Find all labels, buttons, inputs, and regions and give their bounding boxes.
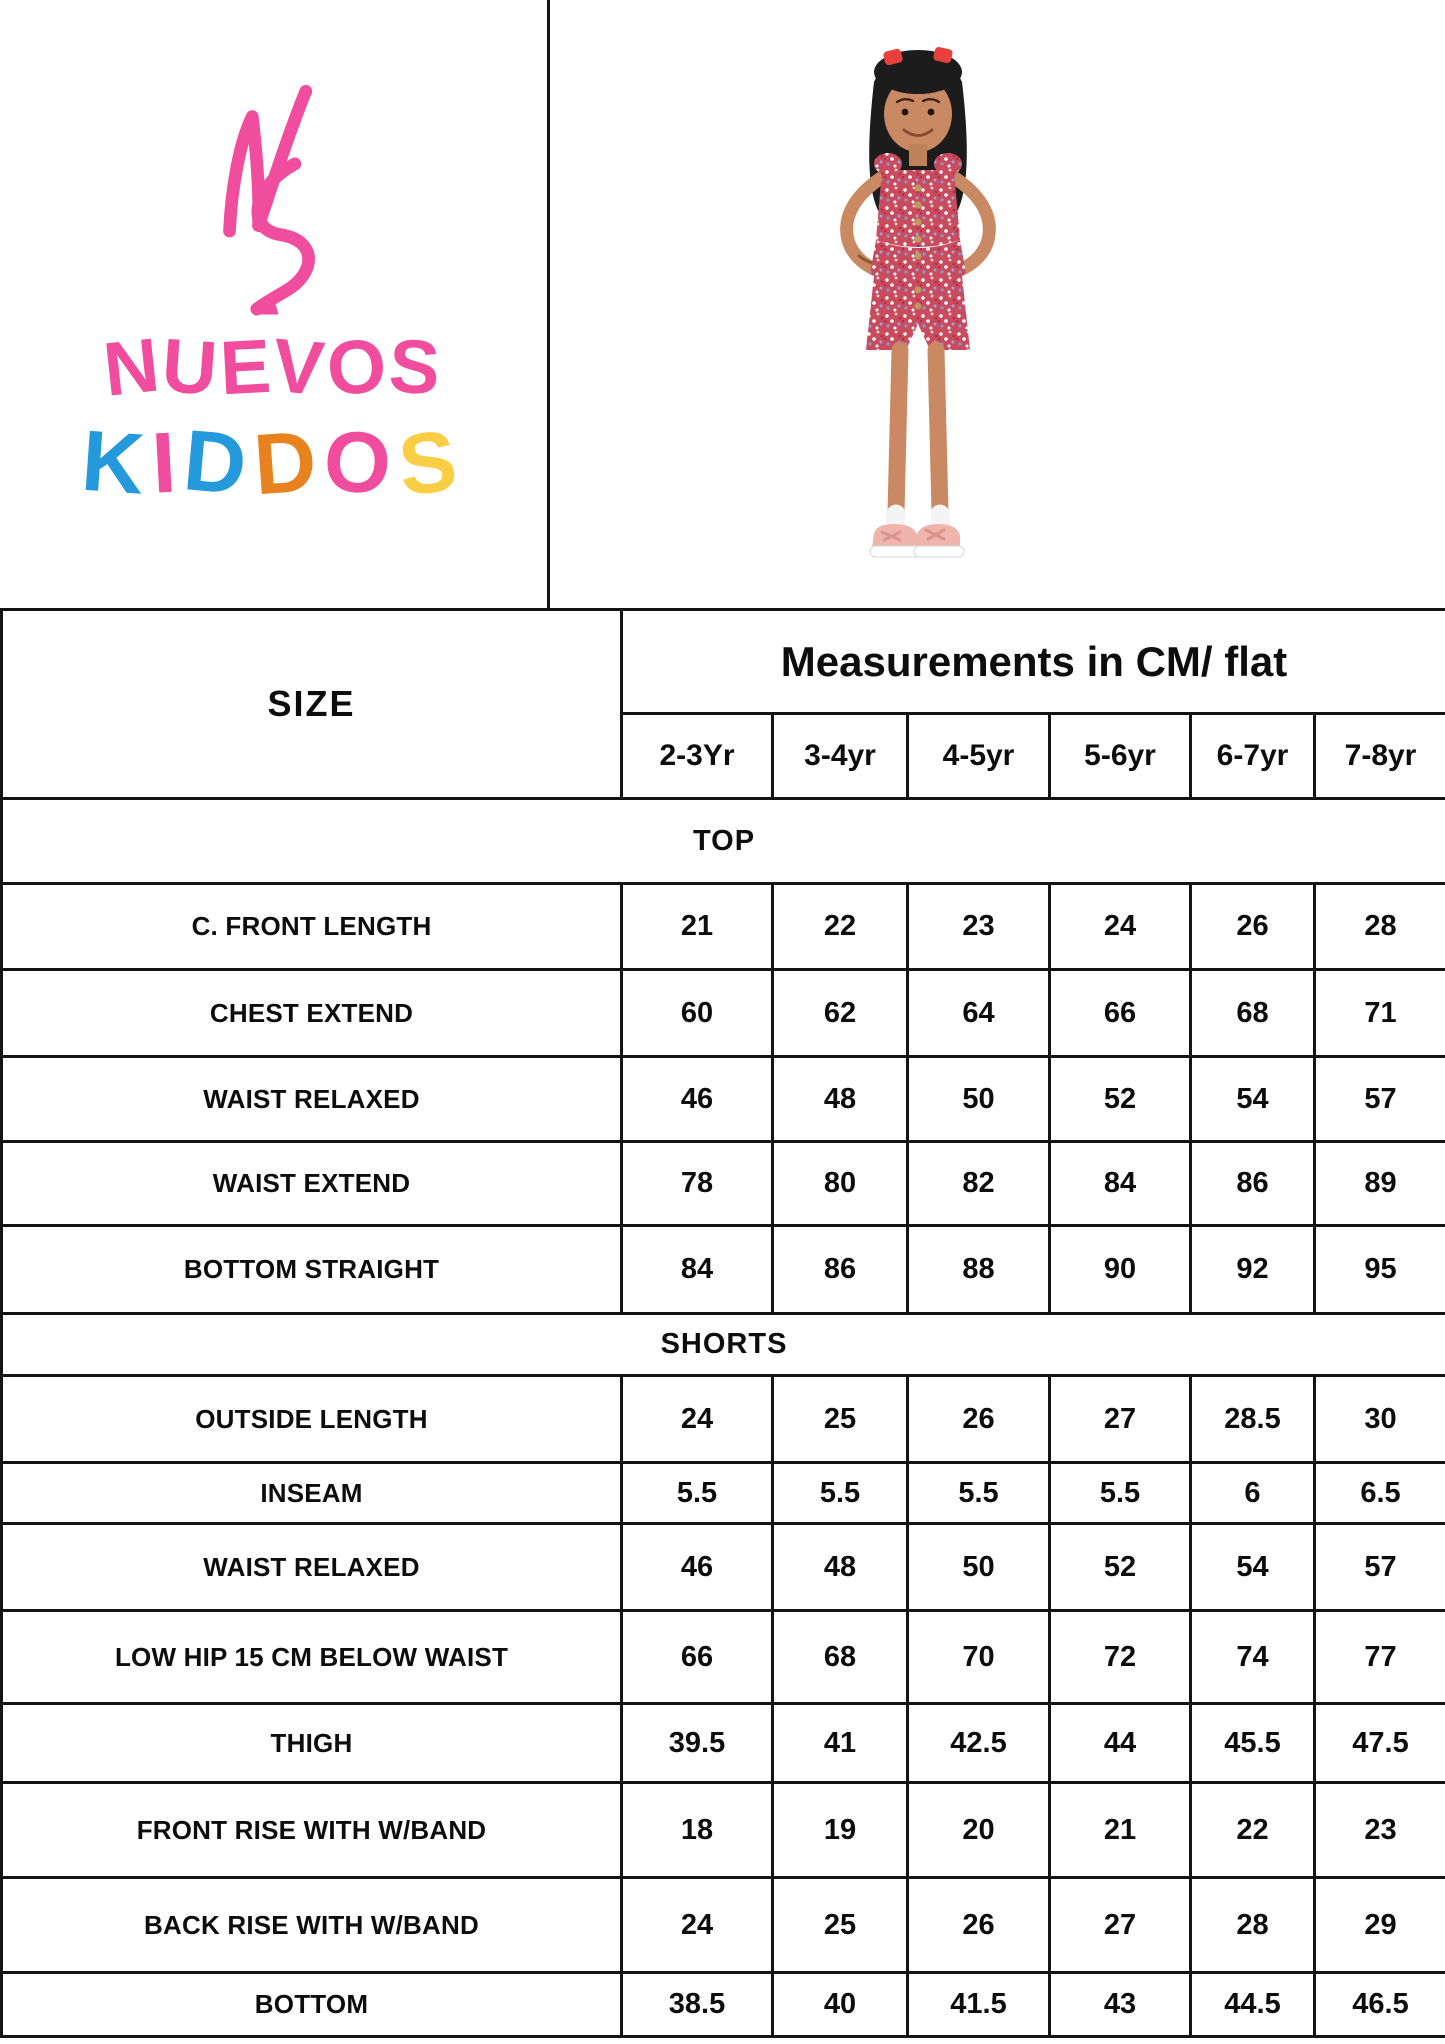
table-row — [2, 1704, 1445, 1783]
column-3-4yr: 3-4yr — [773, 714, 908, 799]
cell-value: 89 — [1315, 1142, 1445, 1226]
cell-value: 29 — [1315, 1878, 1445, 1973]
cell-value: 42.5 — [908, 1704, 1050, 1783]
cell-value: 26 — [908, 1878, 1050, 1973]
brand-letter: O — [322, 413, 402, 513]
brand-letter: D — [180, 412, 259, 514]
header-section — [0, 0, 1445, 608]
table-row — [2, 1376, 1445, 1463]
cell-value: 70 — [908, 1611, 1050, 1704]
cell-value: 86 — [1191, 1142, 1315, 1226]
cell-value: 52 — [1050, 1057, 1191, 1142]
cell-value: 46 — [622, 1524, 773, 1611]
cell-value: 82 — [908, 1142, 1050, 1226]
cell-value: 44.5 — [1191, 1973, 1315, 2037]
table-row — [2, 884, 1445, 970]
brand-letter: V — [269, 322, 331, 413]
cell-value: 46.5 — [1315, 1973, 1445, 2037]
sneakers — [870, 524, 964, 557]
cell-value: 5.5 — [622, 1463, 773, 1524]
section-header: TOP — [2, 799, 1445, 884]
cell-value: 38.5 — [622, 1973, 773, 2037]
cell-value: 68 — [773, 1611, 908, 1704]
cell-value: 20 — [908, 1783, 1050, 1878]
brand-letter: E — [217, 323, 276, 412]
cell-value: 50 — [908, 1057, 1050, 1142]
cell-value: 48 — [773, 1524, 908, 1611]
cell-value: 92 — [1191, 1226, 1315, 1314]
row-label: WAIST RELAXED — [2, 1057, 622, 1142]
cell-value: 78 — [622, 1142, 773, 1226]
column-2-3yr: 2-3Yr — [622, 714, 773, 799]
cell-value: 5.5 — [908, 1463, 1050, 1524]
size-chart-table — [0, 608, 1445, 2038]
cell-value: 19 — [773, 1783, 908, 1878]
cell-value: 90 — [1050, 1226, 1191, 1314]
cell-value: 72 — [1050, 1611, 1191, 1704]
cell-value: 80 — [773, 1142, 908, 1226]
column-6-7yr: 6-7yr — [1191, 714, 1315, 799]
cell-value: 6.5 — [1315, 1463, 1445, 1524]
table-row — [2, 1057, 1445, 1142]
cell-value: 27 — [1050, 1878, 1191, 1973]
left-leg — [896, 350, 900, 512]
row-label: THIGH — [2, 1704, 622, 1783]
cell-value: 25 — [773, 1376, 908, 1463]
cell-value: 54 — [1191, 1524, 1315, 1611]
cell-value: 66 — [622, 1611, 773, 1704]
cell-value: 74 — [1191, 1611, 1315, 1704]
table-row — [2, 1142, 1445, 1226]
cell-value: 24 — [1050, 884, 1191, 970]
cell-value: 27 — [1050, 1376, 1191, 1463]
table-row — [2, 1611, 1445, 1704]
row-label: BOTTOM STRAIGHT — [2, 1226, 622, 1314]
table-row — [2, 1226, 1445, 1314]
cell-value: 28.5 — [1191, 1376, 1315, 1463]
cell-value: 54 — [1191, 1057, 1315, 1142]
column-4-5yr: 4-5yr — [908, 714, 1050, 799]
section-row — [2, 799, 1445, 884]
cell-value: 40 — [773, 1973, 908, 2037]
section-header: SHORTS — [2, 1314, 1445, 1376]
cell-value: 41 — [773, 1704, 908, 1783]
cell-value: 26 — [1191, 884, 1315, 970]
cell-value: 22 — [1191, 1783, 1315, 1878]
brand-letter: U — [159, 323, 223, 412]
cell-value: 62 — [773, 970, 908, 1057]
table-row — [2, 1524, 1445, 1611]
brand-letter: D — [251, 412, 328, 514]
table-row — [2, 1973, 1445, 2037]
table-header-row — [2, 610, 1445, 714]
cell-value: 68 — [1191, 970, 1315, 1057]
cell-value: 50 — [908, 1524, 1050, 1611]
cell-value: 84 — [1050, 1142, 1191, 1226]
cell-value: 6 — [1191, 1463, 1315, 1524]
row-label: FRONT RISE WITH W/BAND — [2, 1783, 622, 1878]
cell-value: 47.5 — [1315, 1704, 1445, 1783]
cell-value: 60 — [622, 970, 773, 1057]
cell-value: 52 — [1050, 1524, 1191, 1611]
cell-value: 28 — [1315, 884, 1445, 970]
row-label: WAIST EXTEND — [2, 1142, 622, 1226]
table-row — [2, 1463, 1445, 1524]
cell-value: 24 — [622, 1878, 773, 1973]
cell-value: 77 — [1315, 1611, 1445, 1704]
cell-value: 21 — [622, 884, 773, 970]
cell-value: 22 — [773, 884, 908, 970]
cell-value: 71 — [1315, 970, 1445, 1057]
cell-value: 64 — [908, 970, 1050, 1057]
cell-value: 45.5 — [1191, 1704, 1315, 1783]
cell-value: 5.5 — [773, 1463, 908, 1524]
cell-value: 39.5 — [622, 1704, 773, 1783]
brand-letter: K — [78, 412, 156, 514]
cell-value: 24 — [622, 1376, 773, 1463]
brand-letter: N — [99, 322, 167, 413]
child-model-photo — [812, 42, 1024, 566]
cell-value: 26 — [908, 1376, 1050, 1463]
brand-logo-block — [0, 0, 547, 608]
cell-value: 23 — [908, 884, 1050, 970]
cell-value: 18 — [622, 1783, 773, 1878]
cell-value: 84 — [622, 1226, 773, 1314]
cell-value: 43 — [1050, 1973, 1191, 2037]
row-label: OUTSIDE LENGTH — [2, 1376, 622, 1463]
column-7-8yr: 7-8yr — [1315, 714, 1445, 799]
cell-value: 66 — [1050, 970, 1191, 1057]
size-header: SIZE — [2, 610, 622, 799]
row-label: LOW HIP 15 CM BELOW WAIST — [2, 1611, 622, 1704]
table-row — [2, 970, 1445, 1057]
brand-letter: S — [387, 323, 446, 412]
brand-logo-mark-icon — [215, 78, 333, 326]
brand-name-nuevos — [0, 322, 547, 413]
cell-value: 30 — [1315, 1376, 1445, 1463]
cell-value: 23 — [1315, 1783, 1445, 1878]
cell-value: 46 — [622, 1057, 773, 1142]
row-label: WAIST RELAXED — [2, 1524, 622, 1611]
cell-value: 57 — [1315, 1524, 1445, 1611]
row-label: BOTTOM — [2, 1973, 622, 2037]
brand-name-kiddos — [0, 411, 547, 515]
row-label: CHEST EXTEND — [2, 970, 622, 1057]
brand-letter: O — [324, 322, 393, 413]
measurements-header: Measurements in CM/ flat — [622, 610, 1445, 714]
section-row — [2, 1314, 1445, 1376]
cell-value: 57 — [1315, 1057, 1445, 1142]
cell-value: 95 — [1315, 1226, 1445, 1314]
cell-value: 44 — [1050, 1704, 1191, 1783]
cell-value: 48 — [773, 1057, 908, 1142]
table-row — [2, 1878, 1445, 1973]
row-label: INSEAM — [2, 1463, 622, 1524]
column-5-6yr: 5-6yr — [1050, 714, 1191, 799]
cell-value: 28 — [1191, 1878, 1315, 1973]
right-leg — [936, 350, 940, 512]
model-photo-panel — [550, 0, 1445, 608]
row-label: C. FRONT LENGTH — [2, 884, 622, 970]
cell-value: 25 — [773, 1878, 908, 1973]
cell-value: 21 — [1050, 1783, 1191, 1878]
cell-value: 41.5 — [908, 1973, 1050, 2037]
cell-value: 5.5 — [1050, 1463, 1191, 1524]
cell-value: 88 — [908, 1226, 1050, 1314]
brand-letter: S — [394, 411, 470, 515]
row-label: BACK RISE WITH W/BAND — [2, 1878, 622, 1973]
cell-value: 86 — [773, 1226, 908, 1314]
table-row — [2, 1783, 1445, 1878]
brand-letter: I — [149, 414, 187, 512]
